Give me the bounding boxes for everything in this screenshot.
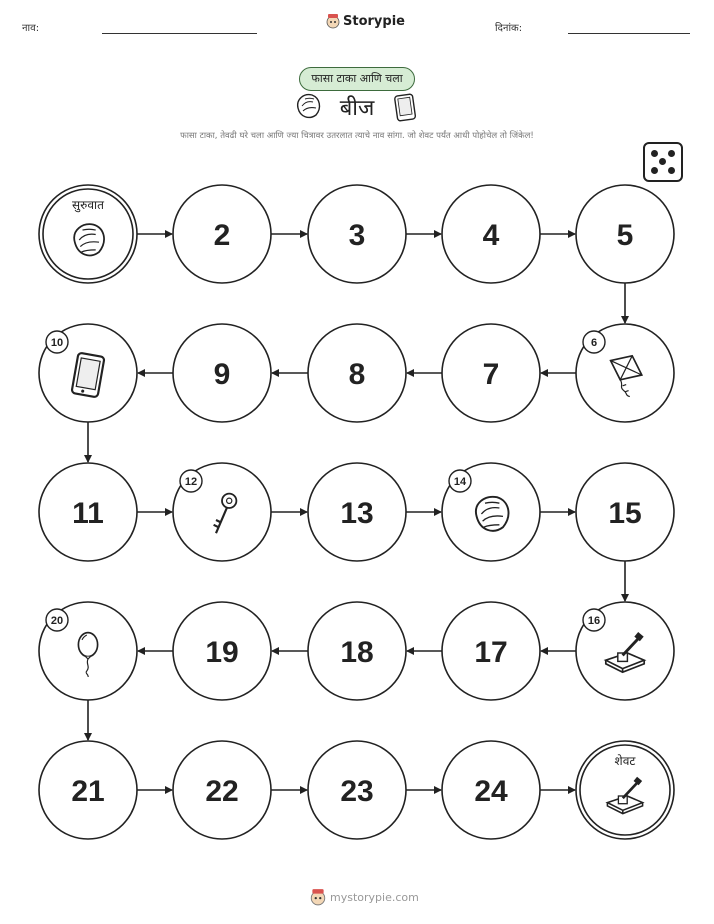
cell-number-label: 15: [608, 497, 642, 530]
cell-number-label: 13: [340, 497, 374, 530]
game-title-pill: फासा टाका आणि चला: [299, 67, 415, 91]
cell-number-label: 3: [348, 219, 366, 252]
tablet-icon: [71, 353, 104, 398]
cell-number-label: 16: [587, 615, 601, 627]
board-cell-14: [442, 463, 540, 561]
cell-number-label: 21: [71, 775, 105, 808]
board-cell-25: [576, 741, 674, 839]
cell-number-label: 5: [616, 219, 634, 252]
board-cell-23: [308, 741, 406, 839]
cell-number-label: 14: [453, 476, 467, 488]
board-cell-4: [442, 185, 540, 283]
target-word: बीज: [339, 96, 375, 121]
cell-number-label: 7: [482, 358, 500, 391]
board-cell-11: [39, 463, 137, 561]
end-label: शेवट: [614, 754, 636, 768]
cell-number-label: 10: [50, 337, 64, 349]
cell-number-label: 24: [474, 775, 508, 808]
cell-number-label: 20: [50, 615, 64, 627]
cell-number-label: 9: [213, 358, 231, 391]
board-cell-24: [442, 741, 540, 839]
board-cell-20: [39, 602, 137, 700]
board-cell-10: [39, 324, 137, 422]
board-cell-8: [308, 324, 406, 422]
date-label: दिनांक:: [495, 23, 523, 34]
board-cell-12: [173, 463, 271, 561]
cell-number-label: 22: [205, 775, 239, 808]
cell-number-label: 18: [340, 636, 374, 669]
board-cell-13: [308, 463, 406, 561]
cell-number-label: 19: [205, 636, 239, 669]
cell-number-label: 11: [72, 497, 104, 530]
seed-icon: [74, 224, 104, 255]
board-cell-19: [173, 602, 271, 700]
footer-url[interactable]: mystorypie.com: [330, 890, 419, 904]
board-cell-6: [576, 324, 674, 422]
name-label: नाव:: [22, 23, 40, 34]
board-cell-5: [576, 185, 674, 283]
brand-name: Storypie: [343, 13, 405, 29]
board-cell-9: [173, 324, 271, 422]
cell-number-label: 4: [482, 219, 500, 252]
board-cell-18: [308, 602, 406, 700]
board-cell-3: [308, 185, 406, 283]
cell-number-label: 8: [348, 358, 366, 391]
board-cell-2: [173, 185, 271, 283]
board-cell-16: [576, 602, 674, 700]
cell-number-label: 6: [590, 337, 598, 349]
cell-number-label: 12: [184, 476, 198, 488]
cell-number-label: 2: [213, 219, 231, 252]
instructions-text: फासा टाका, तेवढी घरे चला आणि ज्या चित्रावर उतरलात त्याचे नाव सांगा. जो शेवट पर्यंत आधी पोहोचेल तो जिंकेल!: [180, 131, 534, 141]
cell-number-label: 17: [474, 636, 508, 669]
board-cell-21: [39, 741, 137, 839]
board-cell-22: [173, 741, 271, 839]
board-cell-1: [39, 185, 137, 283]
seed-icon: [476, 497, 509, 531]
cell-number-label: 23: [340, 775, 374, 808]
board-cell-15: [576, 463, 674, 561]
footer: [310, 888, 419, 906]
start-label: सुरुवात: [72, 198, 104, 212]
storypie-mascot-icon: [310, 888, 326, 906]
board-cell-17: [442, 602, 540, 700]
board-cell-7: [442, 324, 540, 422]
